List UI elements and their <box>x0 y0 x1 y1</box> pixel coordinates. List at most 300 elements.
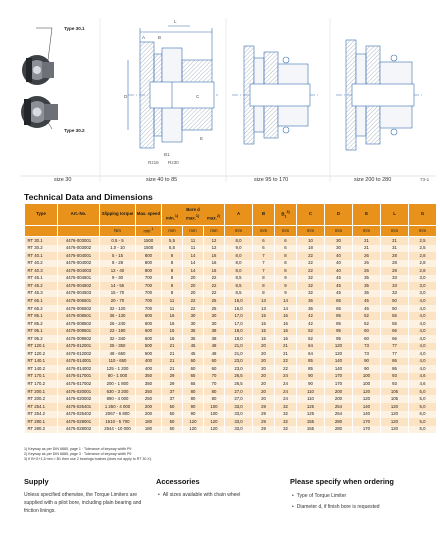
cell-g: 4,0 <box>409 350 437 358</box>
footnote-2: 2) Keyway as per DIN 6885, page 3 · Tolerance of keyway width P9 <box>24 452 132 456</box>
cell-l: 86 <box>381 358 409 366</box>
cell-speed: 700 <box>136 282 162 290</box>
table-footnotes <box>24 447 152 462</box>
cell-bore-min: 37 <box>162 388 183 396</box>
cell-e: 140 <box>353 403 381 411</box>
cell-art-no: 4476-004003 <box>58 267 100 275</box>
cell-bore-max2: 22 <box>204 282 225 290</box>
cell-type: RT 120.1 <box>25 343 58 351</box>
header-c: C <box>297 204 325 226</box>
cell-speed: 600 <box>136 335 162 343</box>
cell-e: 90 <box>353 358 381 366</box>
cell-a: 8,5 <box>225 290 253 298</box>
cell-bore-min: 8 <box>162 260 183 268</box>
cell-art-no: 4476-012002 <box>58 350 100 358</box>
cell-g: 4,0 <box>409 305 437 313</box>
cell-a: 18,0 <box>225 328 253 336</box>
unit-a: mm <box>225 226 253 237</box>
cell-a: 23,0 <box>225 365 253 373</box>
cell-b1: 9 <box>275 290 297 298</box>
cell-bore-min: 5,5 <box>162 237 183 245</box>
cell-bore-max1: 65 <box>183 373 204 381</box>
cell-b1: 14 <box>275 297 297 305</box>
cell-type: RT 85.1 <box>25 312 58 320</box>
cell-art-no: 4476-004503 <box>58 290 100 298</box>
cell-d: 95 <box>325 328 353 336</box>
table-row <box>25 320 437 328</box>
supply-text: Unless specified otherwise, the Torque Limiters are supplied with a pilot bore, including plain bearing and friction linings. <box>24 492 142 514</box>
cell-c: 42 <box>297 320 325 328</box>
cell-a: 16,0 <box>225 305 253 313</box>
cell-b: 13 <box>253 305 275 313</box>
cell-bore-max2: 60 <box>204 365 225 373</box>
cell-g: 2,5 <box>409 237 437 245</box>
accessories-list <box>158 491 278 499</box>
cell-torque: 1 250 - 4 000 <box>100 403 136 411</box>
cell-b1: 16 <box>275 335 297 343</box>
unit-type <box>25 226 58 237</box>
unit-l: mm <box>381 226 409 237</box>
cell-bore-max1: 30 <box>183 320 204 328</box>
table-row <box>25 343 437 351</box>
cell-g: 5,0 <box>409 411 437 419</box>
cell-type: RT 200.2 <box>25 395 58 403</box>
cell-d: 280 <box>325 426 353 434</box>
cell-bore-max1: 80 <box>183 395 204 403</box>
header-b: B <box>253 204 275 226</box>
cell-art-no: 4476-017001 <box>58 373 100 381</box>
cell-b1: 32 <box>275 403 297 411</box>
cell-e: 26 <box>353 260 381 268</box>
caption-size-200-280: size 200 to 280 <box>354 177 392 183</box>
cell-type: RT 170.1 <box>25 373 58 381</box>
cell-b: 29 <box>253 418 275 426</box>
cell-art-no: 4476-009502 <box>58 335 100 343</box>
cell-e: 140 <box>353 411 381 419</box>
cell-bore-max2: 48 <box>204 343 225 351</box>
cell-d: 40 <box>325 267 353 275</box>
header-b1: $B_1^{3)}$ <box>275 204 297 226</box>
cell-bore-max1: 35 <box>183 328 204 336</box>
cell-l: 86 <box>381 365 409 373</box>
cell-bore-min: 16 <box>162 320 183 328</box>
technical-data-rows <box>25 237 437 434</box>
cell-b1: 16 <box>275 312 297 320</box>
cell-torque: 1.0 - 10 <box>100 245 136 253</box>
cell-b1: 24 <box>275 373 297 381</box>
cell-e: 60 <box>353 335 381 343</box>
cell-torque: 36 - 130 <box>100 312 136 320</box>
cell-bore-max2: 12 <box>204 237 225 245</box>
cell-speed: 500 <box>136 350 162 358</box>
header-e: E <box>353 204 381 226</box>
footnote-1: 1) Keyway as per DIN 6885, page 1 · Tolerance of keyway width P9 <box>24 447 132 451</box>
header-bore <box>162 204 225 226</box>
cell-type: RT 140.2 <box>25 365 58 373</box>
table-row <box>25 328 437 336</box>
cell-c: 32 <box>297 275 325 283</box>
product-photo-type-30-2 <box>21 96 58 128</box>
cell-g: 5,0 <box>409 418 437 426</box>
cell-b1: 8 <box>275 252 297 260</box>
table-row <box>25 335 437 343</box>
cell-torque: 1510 - 5 700 <box>100 418 136 426</box>
cell-g: 5,0 <box>409 403 437 411</box>
cell-e: 170 <box>353 418 381 426</box>
cell-art-no: 4476-028002 <box>58 426 100 434</box>
cell-l: 77 <box>381 343 409 351</box>
caption-size-95-170: size 95 to 170 <box>254 177 289 183</box>
table-row <box>25 282 437 290</box>
cell-a: 21,0 <box>225 343 253 351</box>
unit-c: mm <box>297 226 325 237</box>
cell-l: 120 <box>381 426 409 434</box>
cell-bore-min: 8 <box>162 252 183 260</box>
cell-b: 20 <box>253 373 275 381</box>
cell-art-no: 4476-006502 <box>58 305 100 313</box>
cell-c: 22 <box>297 252 325 260</box>
cell-l: 120 <box>381 403 409 411</box>
cell-type: RT 45.2 <box>25 282 58 290</box>
cell-d: 45 <box>325 282 353 290</box>
cell-g: 4,0 <box>409 365 437 373</box>
cell-a: 27,0 <box>225 395 253 403</box>
cell-torque: 32 - 340 <box>100 335 136 343</box>
cell-e: 35 <box>353 282 381 290</box>
cell-b1: 24 <box>275 380 297 388</box>
footnote-3: 3) If B+G+1,5 mm > B1 then use 2 bearings bushes (does not apply to RT 30.X). <box>24 457 153 461</box>
cell-bore-min: 8 <box>162 282 183 290</box>
cell-l: 50 <box>381 297 409 305</box>
table-row <box>25 395 437 403</box>
dim-letter-l: L <box>174 19 177 24</box>
cell-d: 280 <box>325 418 353 426</box>
cell-a: 8,0 <box>225 267 253 275</box>
cell-a: 8,5 <box>225 275 253 283</box>
cell-bore-min: 5,5 <box>162 245 183 253</box>
cell-b: 15 <box>253 335 275 343</box>
technical-drawings <box>0 0 440 196</box>
cell-bore-max2: 38 <box>204 335 225 343</box>
cell-bore-max1: 90 <box>183 411 204 419</box>
cell-bore-min: 21 <box>162 343 183 351</box>
cell-b1: 9 <box>275 275 297 283</box>
cell-c: 36 <box>297 305 325 313</box>
callout-type-30-1: Type 30.1 <box>64 26 85 31</box>
cell-g: 4,0 <box>409 328 437 336</box>
table-row <box>25 365 437 373</box>
cell-bore-min: 29 <box>162 373 183 381</box>
cell-type: RT 30.1 <box>25 237 58 245</box>
product-photo-type-30-1 <box>22 55 54 85</box>
cell-l: 31 <box>381 245 409 253</box>
cell-torque: 12 - 40 <box>100 267 136 275</box>
cell-l: 50 <box>381 305 409 313</box>
cell-e: 73 <box>353 343 381 351</box>
cell-a: 16,0 <box>225 297 253 305</box>
cell-speed: 700 <box>136 275 162 283</box>
cell-b: 8 <box>253 290 275 298</box>
cell-b: 7 <box>253 267 275 275</box>
unit-bore-max2: mm <box>204 226 225 237</box>
technical-data-title: Technical Data and Dimensions <box>24 192 153 202</box>
cell-l: 77 <box>381 350 409 358</box>
cell-art-no: 4476-014002 <box>58 365 100 373</box>
cell-c: 36 <box>297 297 325 305</box>
cell-torque: 32 - 120 <box>100 305 136 313</box>
cell-bore-max1: 90 <box>183 403 204 411</box>
table-row <box>25 358 437 366</box>
cell-speed: 1500 <box>136 245 162 253</box>
header-bore-label: Bore d <box>186 207 200 213</box>
ordering-title: Please specify when ordering <box>290 477 394 486</box>
unit-art-no <box>58 226 100 237</box>
cell-b1: 32 <box>275 418 297 426</box>
table-row <box>25 426 437 434</box>
supply-title: Supply <box>24 477 49 486</box>
cell-bore-max2: 16 <box>204 260 225 268</box>
cell-c: 85 <box>297 358 325 366</box>
cell-b: 6 <box>253 245 275 253</box>
cell-l: 55 <box>381 320 409 328</box>
cell-art-no: 4476-008501 <box>58 312 100 320</box>
cell-speed: 250 <box>136 395 162 403</box>
unit-e: mm <box>353 226 381 237</box>
cell-bore-min: 21 <box>162 358 183 366</box>
cell-l: 28 <box>381 267 409 275</box>
cell-torque: 14 - 55 <box>100 282 136 290</box>
cell-bore-max1: 60 <box>183 358 204 366</box>
cell-b1: 24 <box>275 388 297 396</box>
table-row <box>25 290 437 298</box>
cell-l: 66 <box>381 328 409 336</box>
header-art-no: Art.-No. <box>58 204 100 226</box>
cell-a: 17,0 <box>225 320 253 328</box>
table-row <box>25 260 437 268</box>
cell-art-no: 4476-006501 <box>58 297 100 305</box>
cell-type: RT 280.2 <box>25 426 58 434</box>
cell-bore-min: 21 <box>162 350 183 358</box>
cell-a: 18,0 <box>225 335 253 343</box>
cell-b1: 32 <box>275 426 297 434</box>
cell-type: RT 95.2 <box>25 335 58 343</box>
cell-a: 23,0 <box>225 358 253 366</box>
cell-art-no: 4476-004001 <box>58 252 100 260</box>
cell-bore-max2: 38 <box>204 328 225 336</box>
cell-b: 8 <box>253 275 275 283</box>
cell-bore-max2: 120 <box>204 418 225 426</box>
unit-b: mm <box>253 226 275 237</box>
cell-b: 20 <box>253 365 275 373</box>
cell-b1: 6 <box>275 237 297 245</box>
cell-a: 17,0 <box>225 312 253 320</box>
cell-b1: 6 <box>275 245 297 253</box>
cell-speed: 800 <box>136 267 162 275</box>
cell-bore-min: 21 <box>162 365 183 373</box>
cell-c: 90 <box>297 380 325 388</box>
cell-a: 26,5 <box>225 380 253 388</box>
cell-bore-max1: 14 <box>183 252 204 260</box>
cell-c: 110 <box>297 388 325 396</box>
cell-e: 120 <box>353 388 381 396</box>
cell-c: 10 <box>297 237 325 245</box>
cell-bore-max1: 14 <box>183 260 204 268</box>
cell-bore-max2: 25 <box>204 297 225 305</box>
cell-b: 29 <box>253 411 275 419</box>
cell-b1: 8 <box>275 260 297 268</box>
cell-c: 42 <box>297 312 325 320</box>
cell-bore-max1: 11 <box>183 245 204 253</box>
cell-bore-max2: 70 <box>204 380 225 388</box>
cell-b: 8 <box>253 282 275 290</box>
cell-a: 8,0 <box>225 260 253 268</box>
cell-b1: 14 <box>275 305 297 313</box>
cell-torque: 9 - 30 <box>100 275 136 283</box>
cell-c: 52 <box>297 328 325 336</box>
cell-d: 254 <box>325 411 353 419</box>
cell-art-no: 4476-003002 <box>58 245 100 253</box>
accessories-title: Accessories <box>156 477 200 486</box>
table-row <box>25 305 437 313</box>
cell-b: 7 <box>253 260 275 268</box>
cell-torque: 8 - 28 <box>100 260 136 268</box>
figure-number: 73-1 <box>420 177 430 182</box>
cell-speed: 1500 <box>136 237 162 245</box>
cell-g: 4,0 <box>409 312 437 320</box>
cell-bore-max2: 22 <box>204 275 225 283</box>
cell-d: 170 <box>325 380 353 388</box>
header-slipping-torque: Slipping torque <box>100 204 136 226</box>
table-row <box>25 252 437 260</box>
cell-bore-max1: 120 <box>183 418 204 426</box>
caption-size-40-85: size 40 to 85 <box>146 177 178 183</box>
cell-torque: 630 - 3 200 <box>100 388 136 396</box>
cell-d: 45 <box>325 290 353 298</box>
cell-art-no: 4476-028001 <box>58 418 100 426</box>
unit-torque: Nm <box>100 226 136 237</box>
dim-letter-b: B <box>158 35 162 40</box>
cell-bore-min: 16 <box>162 312 183 320</box>
cell-speed: 200 <box>136 403 162 411</box>
cell-bore-max2: 120 <box>204 426 225 434</box>
ordering-item-type: • Type of Torque Limiter <box>292 491 432 502</box>
cell-speed: 800 <box>136 252 162 260</box>
header-d: D <box>325 204 353 226</box>
cell-a: 26,5 <box>225 373 253 381</box>
cell-e: 90 <box>353 365 381 373</box>
table-row <box>25 411 437 419</box>
section-drawing-size-40-85 <box>128 26 218 148</box>
cell-torque: 5 - 15 <box>100 252 136 260</box>
cell-type: RT 280.1 <box>25 418 58 426</box>
cell-bore-max2: 12 <box>204 245 225 253</box>
cell-c: 32 <box>297 282 325 290</box>
cell-type: RT 65.1 <box>25 297 58 305</box>
cell-bore-max2: 25 <box>204 305 225 313</box>
cell-a: 33,0 <box>225 426 253 434</box>
cell-bore-max1: 14 <box>183 267 204 275</box>
cell-l: 120 <box>381 411 409 419</box>
cell-g: 2,8 <box>409 267 437 275</box>
cell-art-no: 4476-012001 <box>58 343 100 351</box>
cell-b: 29 <box>253 426 275 434</box>
cell-e: 170 <box>353 426 381 434</box>
cell-a: 8,0 <box>225 252 253 260</box>
cell-a: 33,0 <box>225 403 253 411</box>
cell-c: 52 <box>297 335 325 343</box>
cell-torque: 2544 - 10 000 <box>100 426 136 434</box>
cell-l: 120 <box>381 418 409 426</box>
cell-bore-max1: 65 <box>183 380 204 388</box>
cell-g: 5,0 <box>409 395 437 403</box>
cell-l: 66 <box>381 335 409 343</box>
cell-bore-min: 11 <box>162 305 183 313</box>
cell-bore-max1: 80 <box>183 388 204 396</box>
cell-e: 100 <box>353 373 381 381</box>
cell-e: 35 <box>353 275 381 283</box>
ordering-list <box>292 491 432 513</box>
cell-d: 200 <box>325 388 353 396</box>
cell-speed: 600 <box>136 312 162 320</box>
cell-g: 5,0 <box>409 388 437 396</box>
cell-bore-max2: 30 <box>204 312 225 320</box>
cell-l: 33 <box>381 290 409 298</box>
cell-a: 33,0 <box>225 418 253 426</box>
cell-bore-max2: 22 <box>204 290 225 298</box>
cell-art-no: 4476-020002 <box>58 395 100 403</box>
cell-d: 140 <box>325 358 353 366</box>
table-row <box>25 312 437 320</box>
cell-b: 6 <box>253 237 275 245</box>
cell-c: 22 <box>297 260 325 268</box>
table-row <box>25 350 437 358</box>
cell-g: 2,8 <box>409 252 437 260</box>
header-l: L <box>381 204 409 226</box>
table-row <box>25 373 437 381</box>
cell-b: 15 <box>253 328 275 336</box>
cell-b: 20 <box>253 388 275 396</box>
cell-e: 21 <box>353 237 381 245</box>
cell-speed: 250 <box>136 388 162 396</box>
cell-g: 4,6 <box>409 380 437 388</box>
cell-torque: 26 - 240 <box>100 320 136 328</box>
cell-d: 200 <box>325 395 353 403</box>
cell-g: 3,0 <box>409 275 437 283</box>
surface-rz30: Rz30 <box>168 160 179 165</box>
cell-bore-min: 29 <box>162 380 183 388</box>
cell-bore-max2: 100 <box>204 411 225 419</box>
bullet-icon: • <box>158 492 160 498</box>
unit-b1: mm <box>275 226 297 237</box>
cell-l: 33 <box>381 275 409 283</box>
technical-data-table <box>24 203 437 433</box>
cell-c: 155 <box>297 426 325 434</box>
cell-type: RT 30.2 <box>25 245 58 253</box>
cell-e: 52 <box>353 312 381 320</box>
cell-b1: 8 <box>275 267 297 275</box>
header-bore-max2: max.$^{2)}$ <box>207 213 220 221</box>
cell-torque: 20 - 70 <box>100 297 136 305</box>
cell-torque: 110 - 650 <box>100 358 136 366</box>
cell-speed: 600 <box>136 320 162 328</box>
dim-letter-d: D <box>124 94 128 99</box>
cell-bore-max2: 70 <box>204 373 225 381</box>
cell-bore-max2: 80 <box>204 388 225 396</box>
cell-b1: 21 <box>275 350 297 358</box>
cell-bore-max2: 80 <box>204 395 225 403</box>
table-row <box>25 388 437 396</box>
cell-bore-max1: 35 <box>183 335 204 343</box>
